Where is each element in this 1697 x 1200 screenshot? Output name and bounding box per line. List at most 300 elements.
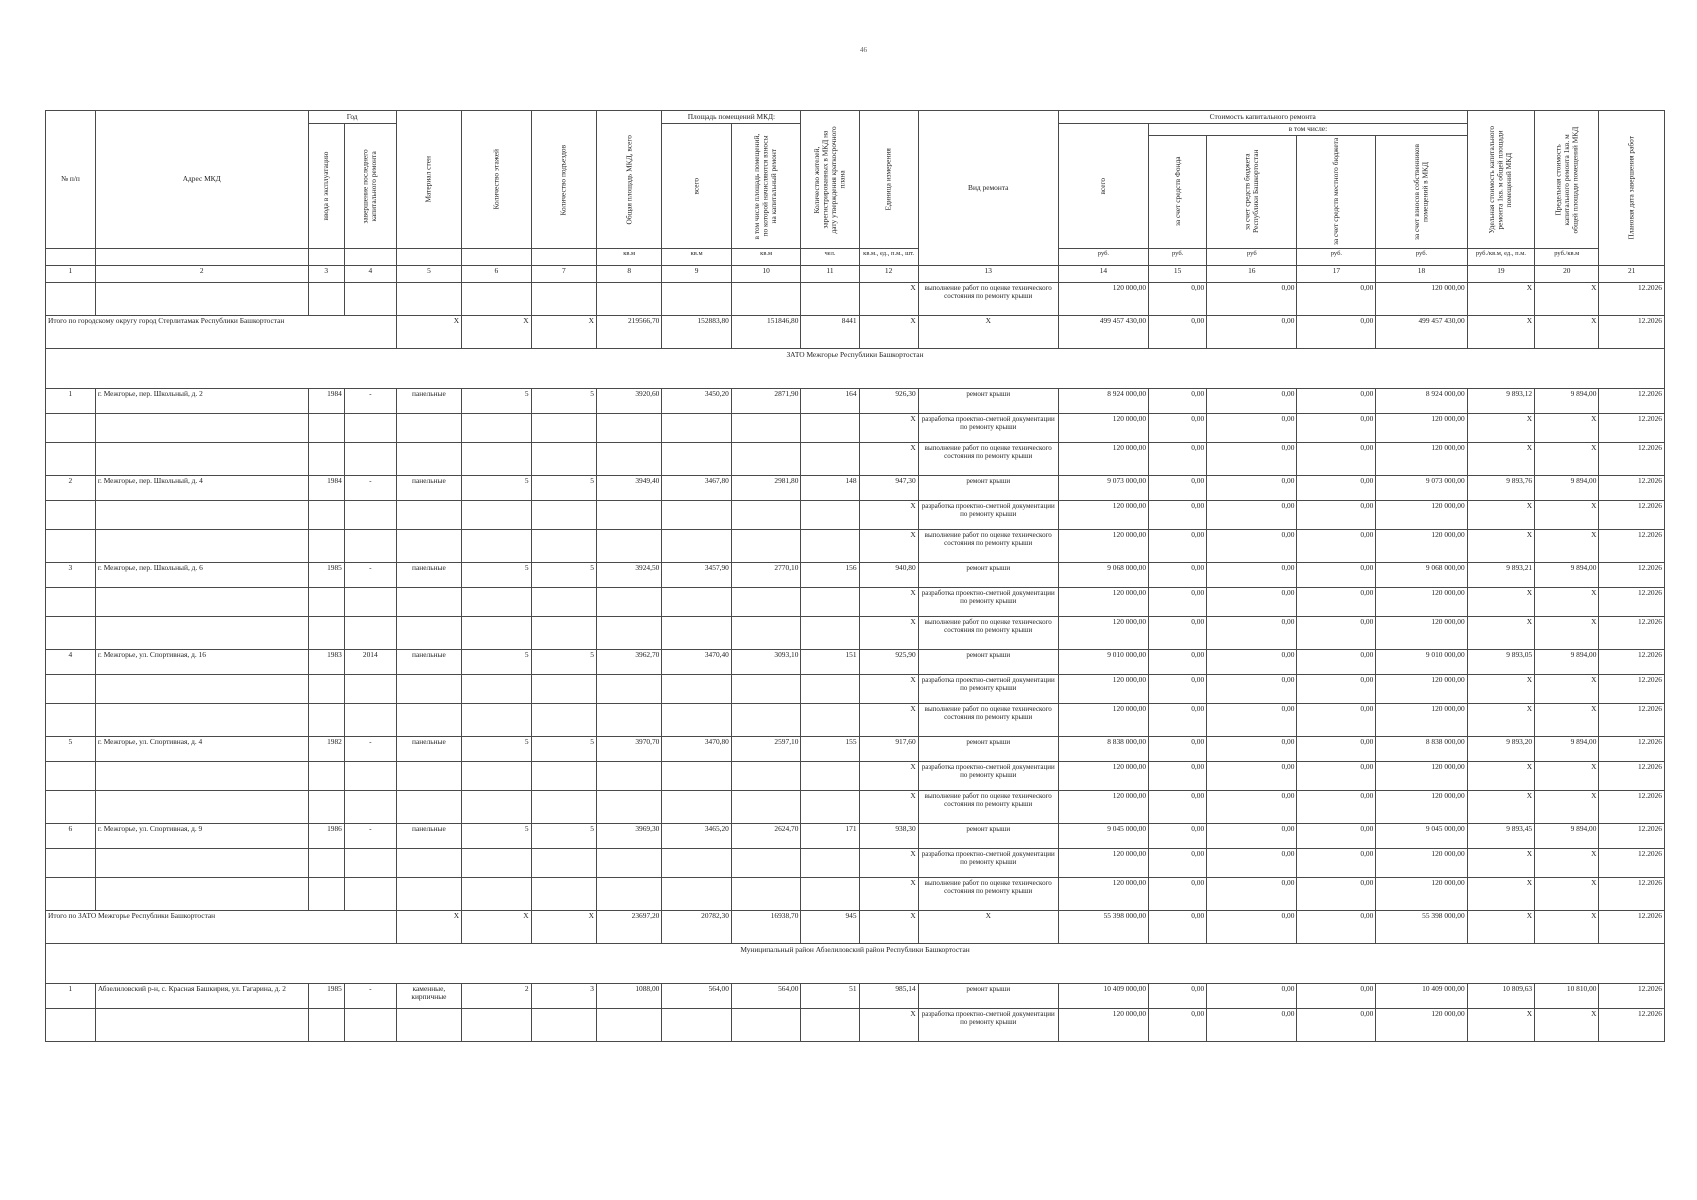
cost-local: 0,00	[1297, 674, 1376, 703]
table-cell	[344, 529, 396, 562]
house-address: г. Межгорье, пер. Школьный, д. 2	[95, 388, 308, 413]
cost-total: 120 000,00	[1058, 587, 1148, 616]
column-number: 13	[918, 265, 1058, 282]
total-area: 3924,50	[597, 562, 662, 587]
entrances: X	[531, 315, 596, 348]
unit-cell	[344, 248, 396, 265]
unit-cell: руб.	[1149, 248, 1207, 265]
floors: 2	[462, 983, 532, 1008]
premises-residential: 2770,10	[731, 562, 801, 587]
table-cell	[462, 616, 532, 649]
end-date: 12.2026	[1599, 790, 1665, 823]
cost-owners: 120 000,00	[1376, 1008, 1467, 1041]
cost-local: 0,00	[1297, 761, 1376, 790]
unit-cost: X	[1467, 761, 1534, 790]
cost-total: 120 000,00	[1058, 790, 1148, 823]
table-cell	[662, 616, 732, 649]
cost-local: 0,00	[1297, 790, 1376, 823]
cost-rb: 0,00	[1207, 587, 1297, 616]
unit-cost: X	[1467, 910, 1534, 943]
unit-cost: 9 893,05	[1467, 649, 1534, 674]
table-cell	[662, 761, 732, 790]
cost-rb: 0,00	[1207, 848, 1297, 877]
cost-rb: 0,00	[1207, 1008, 1297, 1041]
table-cell	[46, 529, 96, 562]
residents: 164	[801, 388, 859, 413]
table-cell	[344, 587, 396, 616]
unit-value: X	[859, 500, 918, 529]
max-cost: X	[1535, 703, 1599, 736]
cost-local: 0,00	[1297, 736, 1376, 761]
repair-type: разработка проектно-сметной документации по ремонту крыши	[918, 413, 1058, 442]
end-date: 12.2026	[1599, 983, 1665, 1008]
table-cell	[344, 413, 396, 442]
cost-total: 55 398 000,00	[1058, 910, 1148, 943]
table-cell	[662, 500, 732, 529]
premises-total: 564,00	[662, 983, 732, 1008]
cost-total: 120 000,00	[1058, 848, 1148, 877]
table-cell	[597, 529, 662, 562]
header-incl: в том числе:	[1149, 124, 1468, 136]
column-number: 9	[662, 265, 732, 282]
table-cell	[662, 282, 732, 315]
table-cell	[396, 587, 461, 616]
table-cell	[801, 282, 859, 315]
end-date: 12.2026	[1599, 649, 1665, 674]
unit-value: X	[859, 848, 918, 877]
row-number: 1	[46, 983, 96, 1008]
table-cell	[95, 703, 308, 736]
table-cell	[396, 442, 461, 475]
cost-fund: 0,00	[1149, 388, 1207, 413]
cost-total: 120 000,00	[1058, 500, 1148, 529]
unit-value: 925,90	[859, 649, 918, 674]
cost-fund: 0,00	[1149, 736, 1207, 761]
column-number: 18	[1376, 265, 1467, 282]
unit-cell	[396, 248, 461, 265]
row-number: 3	[46, 562, 96, 587]
repair-type: разработка проектно-сметной документации по ремонту крыши	[918, 1008, 1058, 1041]
cost-fund: 0,00	[1149, 761, 1207, 790]
unit-value: 917,60	[859, 736, 918, 761]
table-cell	[531, 529, 596, 562]
max-cost: X	[1535, 848, 1599, 877]
column-number: 2	[95, 265, 308, 282]
premises-total: 20782,30	[662, 910, 732, 943]
entrances: 5	[531, 475, 596, 500]
table-cell	[731, 703, 801, 736]
year-commission: 1984	[308, 388, 344, 413]
cost-owners: 8 924 000,00	[1376, 388, 1467, 413]
table-cell	[95, 442, 308, 475]
section-row	[46, 943, 1665, 983]
repair-type: ремонт крыши	[918, 736, 1058, 761]
unit-value: 985,14	[859, 983, 918, 1008]
row-number: 6	[46, 823, 96, 848]
table-cell	[731, 529, 801, 562]
table-cell	[396, 703, 461, 736]
max-cost: X	[1535, 910, 1599, 943]
table-cell	[597, 282, 662, 315]
header-total-area: Общая площадь МКД, всего	[597, 111, 662, 249]
table-cell	[597, 674, 662, 703]
repair-type: выполнение работ по оценке технического состояния по ремонту крыши	[918, 616, 1058, 649]
cost-total: 9 045 000,00	[1058, 823, 1148, 848]
table-cell	[731, 790, 801, 823]
table-cell	[801, 674, 859, 703]
header-repair-type: Вид ремонта	[918, 111, 1058, 266]
cost-rb: 0,00	[1207, 877, 1297, 910]
unit-cell	[462, 248, 532, 265]
end-date: 12.2026	[1599, 388, 1665, 413]
residents: 8441	[801, 315, 859, 348]
house-address: Абзелиловский р-н, с. Красная Башкирия, ул. Гагарина, д. 2	[95, 983, 308, 1008]
column-number: 14	[1058, 265, 1148, 282]
table-cell	[396, 761, 461, 790]
cost-owners: 9 068 000,00	[1376, 562, 1467, 587]
repair-type: ремонт крыши	[918, 649, 1058, 674]
unit-cost: X	[1467, 442, 1534, 475]
page-number: 46	[860, 46, 867, 54]
column-number: 15	[1149, 265, 1207, 282]
cost-local: 0,00	[1297, 616, 1376, 649]
year-last-repair: -	[344, 475, 396, 500]
cost-owners: 120 000,00	[1376, 282, 1467, 315]
house-work-row	[46, 442, 1665, 475]
unit-cell: кв.м., ед., п.м., шт.	[859, 248, 918, 265]
table-cell	[731, 500, 801, 529]
cost-rb: 0,00	[1207, 674, 1297, 703]
floors: 5	[462, 475, 532, 500]
row-number: 1	[46, 388, 96, 413]
table-cell	[95, 413, 308, 442]
table-cell	[731, 616, 801, 649]
cost-local: 0,00	[1297, 823, 1376, 848]
cost-fund: 0,00	[1149, 1008, 1207, 1041]
table-cell	[396, 674, 461, 703]
wall-material: панельные	[396, 562, 461, 587]
cost-fund: 0,00	[1149, 649, 1207, 674]
cost-rb: 0,00	[1207, 282, 1297, 315]
house-row	[46, 388, 1665, 413]
year-last-repair: -	[344, 823, 396, 848]
year-commission: 1982	[308, 736, 344, 761]
house-work-row	[46, 587, 1665, 616]
end-date: 12.2026	[1599, 442, 1665, 475]
table-cell	[662, 877, 732, 910]
table-cell	[597, 442, 662, 475]
table-cell	[531, 616, 596, 649]
entrances: X	[531, 910, 596, 943]
header-end-date: Плановая дата завершения работ	[1599, 111, 1665, 266]
premises-residential: 16938,70	[731, 910, 801, 943]
end-date: 12.2026	[1599, 848, 1665, 877]
unit-value: 947,30	[859, 475, 918, 500]
unit-cell: кв.м	[731, 248, 801, 265]
unit-cell: руб.	[1376, 248, 1467, 265]
table-cell	[46, 413, 96, 442]
column-number: 1	[46, 265, 96, 282]
table-cell	[462, 282, 532, 315]
header-cost-rb: за счет средств бюджета Республики Башкортостан	[1207, 135, 1297, 248]
cost-fund: 0,00	[1149, 413, 1207, 442]
unit-value: 940,80	[859, 562, 918, 587]
unit-cost: 9 893,12	[1467, 388, 1534, 413]
header-floors: Количество этажей	[462, 111, 532, 249]
cost-owners: 120 000,00	[1376, 877, 1467, 910]
header-unit-cost: Удельная стоимость капитального ремонта 1кв. м общей площади помещений МКД	[1467, 111, 1534, 249]
total-area: 3949,40	[597, 475, 662, 500]
max-cost: X	[1535, 282, 1599, 315]
entrances: 5	[531, 823, 596, 848]
cost-local: 0,00	[1297, 848, 1376, 877]
end-date: 12.2026	[1599, 703, 1665, 736]
repair-type: выполнение работ по оценке технического состояния по ремонту крыши	[918, 442, 1058, 475]
total-area: 3920,60	[597, 388, 662, 413]
table-cell	[46, 848, 96, 877]
year-commission: 1985	[308, 562, 344, 587]
entrances: 5	[531, 736, 596, 761]
table-cell	[95, 616, 308, 649]
repair-type: выполнение работ по оценке технического состояния по ремонту крыши	[918, 282, 1058, 315]
repair-type: выполнение работ по оценке технического состояния по ремонту крыши	[918, 877, 1058, 910]
end-date: 12.2026	[1599, 761, 1665, 790]
unit-cost: 9 893,45	[1467, 823, 1534, 848]
unit-cost: X	[1467, 848, 1534, 877]
table-cell	[46, 442, 96, 475]
column-number: 19	[1467, 265, 1534, 282]
max-cost: X	[1535, 616, 1599, 649]
cost-owners: 120 000,00	[1376, 848, 1467, 877]
table-cell	[662, 703, 732, 736]
header-address: Адрес МКД	[95, 111, 308, 249]
premises-residential: 3093,10	[731, 649, 801, 674]
table-cell	[462, 877, 532, 910]
total-label: Итого по городскому округу город Стерлитамак Республики Башкортостан	[46, 315, 397, 348]
table-cell	[396, 616, 461, 649]
max-cost: 10 810,00	[1535, 983, 1599, 1008]
premises-residential: 2624,70	[731, 823, 801, 848]
house-row	[46, 649, 1665, 674]
unit-cost: X	[1467, 1008, 1534, 1041]
row-number: 4	[46, 649, 96, 674]
cost-total: 120 000,00	[1058, 529, 1148, 562]
wall-material: панельные	[396, 649, 461, 674]
table-cell	[308, 413, 344, 442]
end-date: 12.2026	[1599, 823, 1665, 848]
total-area: 23697,20	[597, 910, 662, 943]
end-date: 12.2026	[1599, 616, 1665, 649]
column-numbers-row	[46, 265, 1665, 282]
table-cell	[731, 674, 801, 703]
cost-owners: 9 073 000,00	[1376, 475, 1467, 500]
premises-total: 3457,90	[662, 562, 732, 587]
wall-material: X	[396, 315, 461, 348]
total-area: 1088,00	[597, 983, 662, 1008]
premises-residential: 564,00	[731, 983, 801, 1008]
cost-fund: 0,00	[1149, 442, 1207, 475]
table-cell	[662, 790, 732, 823]
table-cell	[662, 848, 732, 877]
end-date: 12.2026	[1599, 1008, 1665, 1041]
column-number: 17	[1297, 265, 1376, 282]
house-work-row	[46, 413, 1665, 442]
section-row	[46, 348, 1665, 388]
cost-total: 120 000,00	[1058, 674, 1148, 703]
unit-cell: кв.м	[662, 248, 732, 265]
table-cell	[344, 790, 396, 823]
table-cell	[46, 703, 96, 736]
cost-owners: 10 409 000,00	[1376, 983, 1467, 1008]
table-cell	[731, 1008, 801, 1041]
end-date: 12.2026	[1599, 736, 1665, 761]
cost-total: 10 409 000,00	[1058, 983, 1148, 1008]
cost-total: 9 010 000,00	[1058, 649, 1148, 674]
wall-material: панельные	[396, 388, 461, 413]
table-cell	[308, 877, 344, 910]
table-cell	[308, 282, 344, 315]
header-cost-fund: за счет средств Фонда	[1149, 135, 1207, 248]
unit-value: X	[859, 282, 918, 315]
header-unit: Единица измерения	[859, 111, 918, 249]
cost-fund: 0,00	[1149, 823, 1207, 848]
table-cell	[344, 877, 396, 910]
table-cell	[396, 877, 461, 910]
residents: 945	[801, 910, 859, 943]
wall-material: панельные	[396, 823, 461, 848]
table-cell	[801, 529, 859, 562]
table-cell	[308, 674, 344, 703]
table-cell	[95, 282, 308, 315]
cost-rb: 0,00	[1207, 616, 1297, 649]
column-number: 5	[396, 265, 461, 282]
residents: 171	[801, 823, 859, 848]
header-cost-local: за счет средств местного бюджета	[1297, 135, 1376, 248]
table-cell	[344, 848, 396, 877]
table-cell	[801, 761, 859, 790]
column-number: 21	[1599, 265, 1665, 282]
cost-local: 0,00	[1297, 587, 1376, 616]
header-year-group: Год	[308, 111, 396, 124]
cost-owners: 120 000,00	[1376, 790, 1467, 823]
house-work-row	[46, 877, 1665, 910]
table-cell	[95, 529, 308, 562]
total-area: 3970,70	[597, 736, 662, 761]
unit-value: X	[859, 790, 918, 823]
table-cell	[344, 703, 396, 736]
table-cell	[662, 442, 732, 475]
table-cell	[531, 703, 596, 736]
table-cell	[731, 442, 801, 475]
premises-total: 3450,20	[662, 388, 732, 413]
table-cell	[731, 848, 801, 877]
cost-owners: 120 000,00	[1376, 500, 1467, 529]
header-premises-area-group: Площадь помещений МКД:	[662, 111, 801, 124]
year-commission: 1985	[308, 983, 344, 1008]
unit-cost: X	[1467, 877, 1534, 910]
table-cell	[396, 413, 461, 442]
residents: 155	[801, 736, 859, 761]
year-last-repair: -	[344, 736, 396, 761]
table-cell	[531, 848, 596, 877]
header-entrances: Количество подъездов	[531, 111, 596, 249]
table-cell	[801, 587, 859, 616]
house-work-row	[46, 500, 1665, 529]
table-cell	[95, 790, 308, 823]
premises-residential: 2981,80	[731, 475, 801, 500]
unit-cell: чел.	[801, 248, 859, 265]
unit-cost: 9 893,21	[1467, 562, 1534, 587]
table-cell	[731, 587, 801, 616]
end-date: 12.2026	[1599, 413, 1665, 442]
cost-owners: 8 838 000,00	[1376, 736, 1467, 761]
unit-value: X	[859, 1008, 918, 1041]
unit-value: X	[859, 616, 918, 649]
residents: 151	[801, 649, 859, 674]
unit-cell: руб.	[1297, 248, 1376, 265]
unit-cost: X	[1467, 587, 1534, 616]
table-cell	[462, 790, 532, 823]
header-residents: Количество жителей, зарегистрированных в МКД на дату утверждения краткосрочного плана	[801, 111, 859, 249]
cost-fund: 0,00	[1149, 500, 1207, 529]
table-cell	[344, 616, 396, 649]
unit-cell: кв.м	[597, 248, 662, 265]
cost-local: 0,00	[1297, 877, 1376, 910]
cost-local: 0,00	[1297, 649, 1376, 674]
capital-repair-table	[45, 110, 1665, 1042]
house-work-row	[46, 790, 1665, 823]
table-cell	[46, 1008, 96, 1041]
unit-cost: 9 893,20	[1467, 736, 1534, 761]
cost-fund: 0,00	[1149, 790, 1207, 823]
cost-local: 0,00	[1297, 315, 1376, 348]
table-cell	[597, 790, 662, 823]
table-row	[46, 282, 1665, 315]
table-cell	[396, 282, 461, 315]
header-premises-total: всего	[662, 124, 732, 249]
end-date: 12.2026	[1599, 475, 1665, 500]
table-cell	[46, 674, 96, 703]
header-max-cost: Предельная стоимость капитального ремонта 1кв. м общей площади помещений МКД	[1535, 111, 1599, 249]
cost-total: 8 924 000,00	[1058, 388, 1148, 413]
total-label: Итого по ЗАТО Межгорье Республики Башкортостан	[46, 910, 397, 943]
unit-cell: руб	[1207, 248, 1297, 265]
table-cell	[531, 587, 596, 616]
column-number: 3	[308, 265, 344, 282]
table-cell	[308, 442, 344, 475]
residents: 156	[801, 562, 859, 587]
wall-material: панельные	[396, 475, 461, 500]
max-cost: X	[1535, 442, 1599, 475]
repair-type: ремонт крыши	[918, 823, 1058, 848]
cost-local: 0,00	[1297, 562, 1376, 587]
max-cost: X	[1535, 587, 1599, 616]
max-cost: 9 894,00	[1535, 823, 1599, 848]
table-cell	[46, 587, 96, 616]
residents: 51	[801, 983, 859, 1008]
premises-total: 3465,20	[662, 823, 732, 848]
table-cell	[597, 413, 662, 442]
unit-cell	[308, 248, 344, 265]
table-cell	[344, 674, 396, 703]
column-number: 6	[462, 265, 532, 282]
table-cell	[662, 413, 732, 442]
header-premises-residential: в том числе площадь помещений, по которой начисляются взносы на капитальный ремонт	[731, 124, 801, 249]
cost-total: 120 000,00	[1058, 1008, 1148, 1041]
cost-local: 0,00	[1297, 282, 1376, 315]
year-last-repair: -	[344, 562, 396, 587]
table-cell	[344, 500, 396, 529]
